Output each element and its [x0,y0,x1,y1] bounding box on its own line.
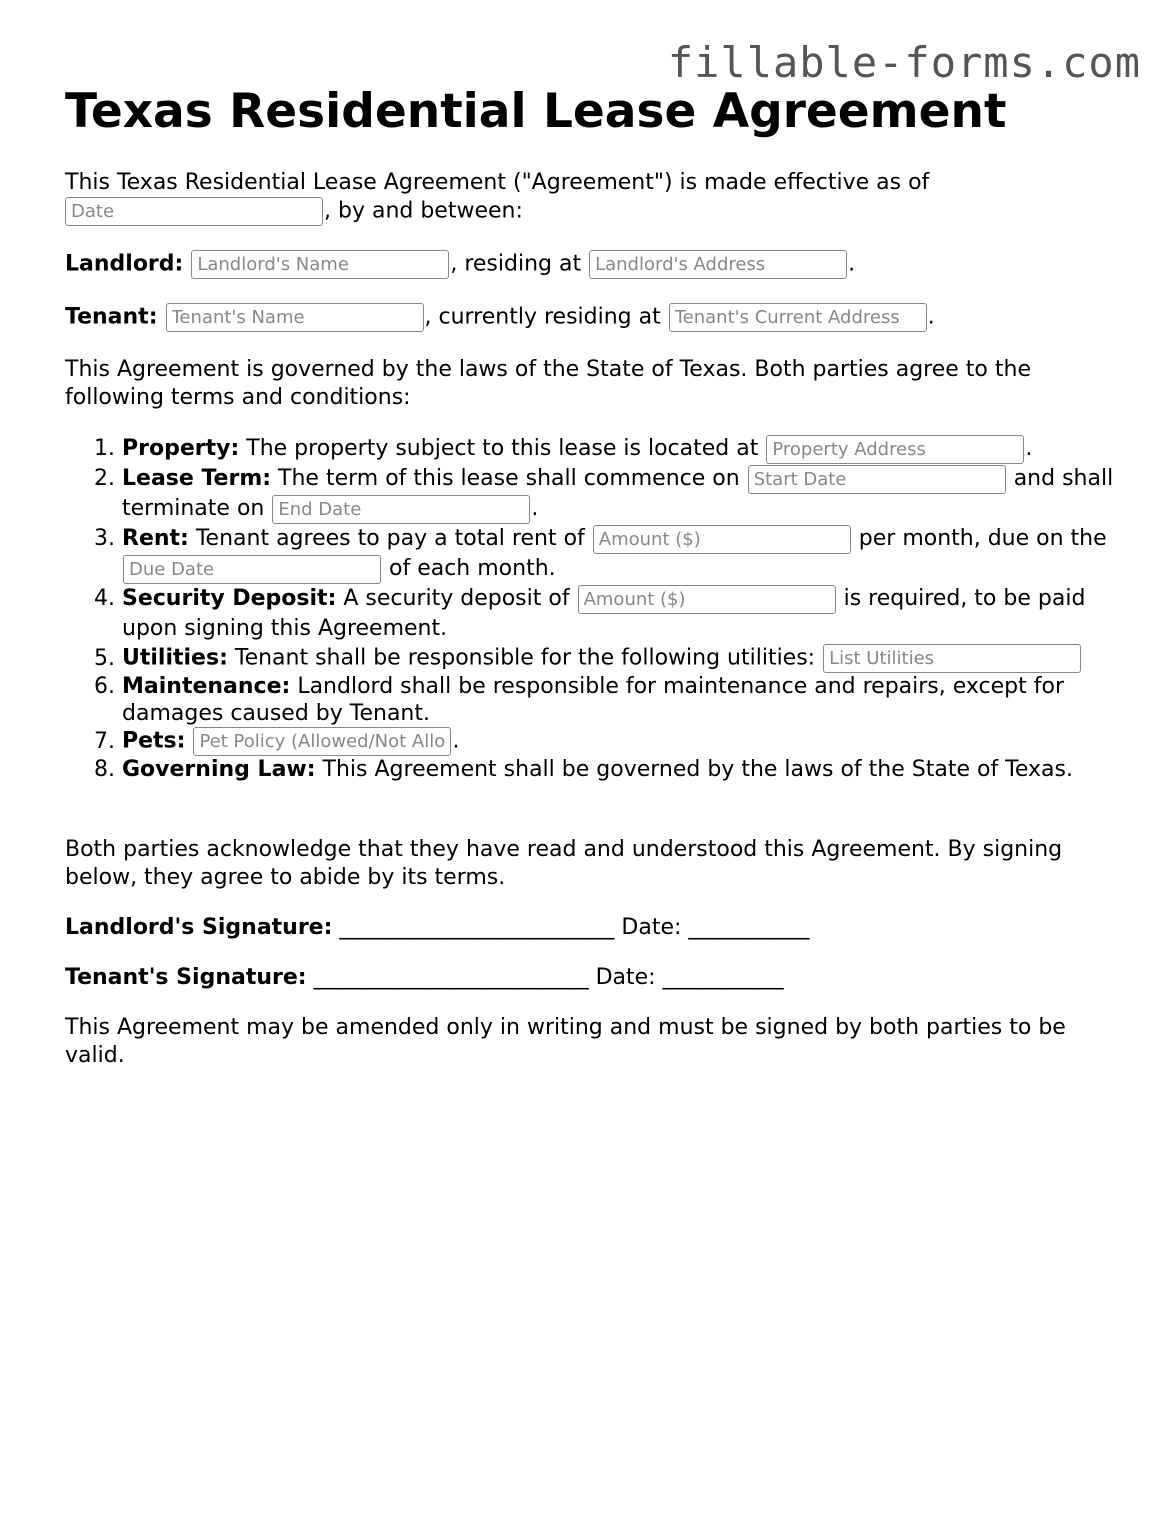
rent-mid: per month, due on the [858,526,1107,551]
rent-amount-input[interactable] [593,525,851,554]
watermark: fillable-forms.com [667,38,1141,87]
term-rent [122,524,1115,584]
pet-policy-input[interactable] [193,727,451,756]
pets-end: . [452,728,460,754]
lease-term-label: Lease Term: [122,466,272,491]
tenant-line [65,303,1115,332]
intro-paragraph [65,169,1115,226]
lease-term-mid: and shall terminate on [122,466,1114,521]
tenant-signature-line [65,964,1115,992]
landlord-date-label: Date: [621,915,682,940]
term-security-deposit [122,584,1115,644]
maintenance-text: Landlord shall be responsible for maintenance and repairs, except for damages caused by Tenant. [122,674,1064,726]
property-end: . [1025,436,1033,461]
utilities-text: Tenant shall be responsible for the following utilities: [234,645,816,671]
amend-text: This Agreement may be amended only in writing and must be signed by both parties to be valid. [65,1015,1066,1068]
deposit-text: A security deposit of [343,586,570,611]
pets-label: Pets: [122,728,186,754]
property-address-input[interactable] [766,435,1024,464]
effective-date-input[interactable] [65,197,323,226]
page-title: Texas Residential Lease Agreement [65,84,1007,139]
intro-text: This Texas Residential Lease Agreement ("Agreement") is made effective as of [65,170,930,195]
tenant-name-input[interactable] [166,303,424,332]
deposit-end: is required, to be paid upon signing this Agreement. [122,586,1086,641]
deposit-label: Security Deposit: [122,586,337,611]
start-date-input[interactable] [748,465,1006,494]
deposit-amount-input[interactable] [578,585,836,614]
tenant-signature-label: Tenant's Signature: [65,965,307,990]
term-governing-law [122,756,1115,783]
tenant-address-input[interactable] [669,303,927,332]
intro-text-after: , by and between: [324,198,523,224]
landlord-label: Landlord: [65,251,184,277]
lease-term-end: . [531,496,539,521]
amend-paragraph [65,1014,1115,1070]
governing-text: This Agreement shall be governed by the laws of the State of Texas. [322,757,1073,782]
rent-text: Tenant agrees to pay a total rent of [195,526,585,551]
term-maintenance [122,673,1115,727]
tenant-date-label: Date: [595,965,656,990]
landlord-signature-label: Landlord's Signature: [65,915,333,940]
tenant-signature-field[interactable]: _________________________ [313,965,589,990]
landlord-address-input[interactable] [589,250,847,279]
end-date-input[interactable] [272,495,530,524]
tenant-end: . [927,304,935,330]
property-label: Property: [122,436,240,461]
rent-due-date-input[interactable] [123,555,381,584]
lease-term-text: The term of this lease shall commence on [278,466,740,491]
acknowledge-text: Both parties acknowledge that they have read and understood this Agreement. By signing below, they agree to abide by its terms. [65,837,1063,890]
term-lease-term [122,464,1115,524]
landlord-signature-field[interactable]: _________________________ [339,915,615,940]
landlord-signature-line [65,914,1115,942]
utilities-input[interactable] [823,644,1081,673]
term-pets [122,727,1115,756]
term-property [122,434,1115,464]
maintenance-label: Maintenance: [122,674,291,699]
utilities-label: Utilities: [122,645,228,671]
governed-paragraph [65,356,1115,412]
term-utilities [122,644,1115,673]
rent-label: Rent: [122,526,189,551]
rent-end: of each month. [389,556,556,581]
property-text: The property subject to this lease is located at [246,436,759,461]
landlord-date-field[interactable]: ___________ [688,915,810,940]
tenant-mid-text: , currently residing at [424,304,661,330]
landlord-name-input[interactable] [191,250,449,279]
governed-text: This Agreement is governed by the laws of the State of Texas. Both parties agree to the following terms and conditions: [65,357,1031,410]
landlord-line [65,250,1115,279]
terms-list [65,434,1115,783]
acknowledge-paragraph [65,836,1115,892]
landlord-end: . [848,251,856,277]
tenant-label: Tenant: [65,304,158,330]
tenant-date-field[interactable]: ___________ [662,965,784,990]
governing-label: Governing Law: [122,757,316,782]
landlord-mid-text: , residing at [450,251,582,277]
